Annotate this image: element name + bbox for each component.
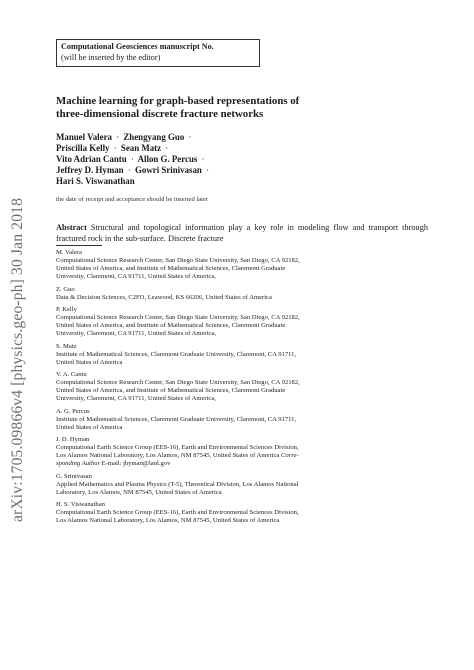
author-name: Vito Adrian Cantu: [56, 154, 127, 165]
footnote-rule: [56, 245, 102, 246]
author-line: [56, 165, 316, 176]
author-line: [56, 176, 316, 187]
author-name: Gowri Srinivasan: [135, 165, 202, 176]
affiliation-name: P. Kelly: [56, 306, 77, 313]
author-separator: ·: [127, 165, 131, 176]
affiliation-line: Data & Decision Sciences, C2FO, Leawood, KS 66206, United States of America: [56, 293, 272, 301]
affiliation-line: Laboratory, Los Alamos, NM 87545, United States of America: [56, 488, 222, 496]
author-separator: ·: [113, 143, 117, 154]
arxiv-sidebar: [7, 120, 29, 600]
author-line: [56, 154, 316, 165]
journal-name: Computational Geosciences manuscript No.: [61, 42, 214, 51]
affiliation: [56, 343, 430, 367]
affiliation-line: University, Claremont, CA 91711, United States of America,: [56, 395, 216, 402]
author-name: Jeffrey D. Hyman: [56, 165, 124, 176]
affiliation-line: Computational Earth Science Group (EES-16), Earth and Environmental Sciences Division,: [56, 509, 299, 516]
title-line-1: Machine learning for graph-based representations of: [56, 95, 300, 107]
abstract-heading: Abstract: [56, 223, 87, 232]
affiliation: [56, 286, 430, 302]
affiliations: [56, 249, 430, 530]
affiliation-line: University, Claremont, CA 91711, United States of America,: [56, 330, 216, 337]
affiliation: [56, 408, 430, 432]
corresponding-label: Corre-: [281, 452, 299, 459]
affiliation-line: United States of America: [56, 358, 123, 366]
author-line: [56, 143, 316, 154]
affiliation-line: Computational Science Research Center, San Diego State University, San Diego, CA 92182,: [56, 379, 300, 386]
affiliation-line: Los Alamos National Laboratory, Los Alamos, NM 87545, United States of America: [56, 517, 280, 524]
paper-title: [56, 95, 386, 121]
abstract: [56, 223, 428, 244]
affiliation-line: Computational Science Research Center, San Diego State University, San Diego, CA 92182,: [56, 257, 300, 264]
affiliation: [56, 371, 430, 403]
editor-note: (will be inserted by the editor): [61, 52, 161, 62]
affiliation-line: Institute of Mathematical Sciences, Claremont Graduate University, Claremont, CA 91711,: [56, 350, 297, 358]
affiliation-line: United States of America, and Institute of Mathematical Sciences, Claremont Graduate: [56, 265, 286, 272]
affiliation-line: Computational Science Research Center, San Diego State University, San Diego, CA 92182,: [56, 314, 300, 321]
author-name: Hari S. Viswanathan: [56, 176, 135, 187]
affiliation-name: S. Matz: [56, 342, 77, 350]
author-list: [56, 132, 316, 187]
author-separator: ·: [165, 143, 169, 154]
affiliation-name: H. S. Viswanathan: [56, 501, 105, 508]
corresponding-email[interactable]: E-mail: jhyman@lanl.gov: [100, 460, 171, 467]
abstract-text: Structural and topological information play a key role in modeling flow and transport through fractured rock in the sub-surface. Discrete fracture: [56, 223, 428, 243]
affiliation-line: Computational Earth Science Group (EES-16), Earth and Environmental Sciences Division,: [56, 444, 299, 451]
author-separator: ·: [116, 132, 120, 142]
author-name: Zhengyang Guo: [123, 132, 185, 142]
affiliation: [56, 306, 430, 338]
receipt-note: the date of receipt and acceptance should be inserted later: [56, 196, 209, 203]
arxiv-identifier[interactable]: arXiv:1705.09866v4 [physics.geo-ph] 30 Jan 2018: [9, 197, 26, 523]
author-separator: ·: [206, 165, 210, 176]
affiliation-line: United States of America: [56, 423, 123, 431]
affiliation-name: Z. Guo: [56, 285, 75, 293]
affiliation: [56, 501, 430, 525]
affiliation-line: [56, 452, 430, 460]
author-line: [56, 132, 316, 143]
author-separator: ·: [188, 132, 192, 142]
affiliation-line: United States of America, and Institute of Mathematical Sciences, Claremont Graduate: [56, 322, 286, 329]
author-separator: ·: [130, 154, 134, 165]
affiliation-name: A. G. Percus: [56, 407, 90, 415]
title-line-2: three-dimensional discrete fracture networks: [56, 108, 264, 121]
affiliation: [56, 473, 430, 497]
author-name: Sean Matz: [120, 143, 162, 154]
affiliation-name: G. Srinivasan: [56, 472, 92, 480]
affiliation-text: Los Alamos National Laboratory, Los Alamos, NM 87545, United States of America: [56, 452, 280, 459]
affiliation-line: University, Claremont, CA 91711, United States of America,: [56, 273, 216, 280]
author-name: Manuel Valera: [56, 132, 112, 142]
affiliation-line: Applied Mathematics and Plasma Physics (T-5), Theoretical Division, Los Alamos National: [56, 480, 299, 488]
affiliation-name: M. Valera: [56, 249, 82, 256]
corresponding-label: sponding Author: [56, 460, 101, 467]
affiliation-name: V. A. Cantu: [56, 371, 87, 378]
affiliation-line: Institute of Mathematical Sciences, Claremont Graduate University, Claremont, CA 91711,: [56, 415, 297, 423]
affiliation-name: J. D. Hyman: [56, 436, 90, 443]
author-name: Priscilla Kelly: [56, 143, 110, 154]
affiliation-line: [56, 460, 430, 468]
author-name: Allon G. Percus: [137, 154, 198, 165]
affiliation-line: United States of America, and Institute of Mathematical Sciences, Claremont Graduate: [56, 387, 286, 394]
manuscript-header-box: [56, 39, 260, 67]
affiliation: [56, 249, 430, 281]
author-separator: ·: [201, 154, 205, 165]
affiliation: [56, 436, 430, 468]
